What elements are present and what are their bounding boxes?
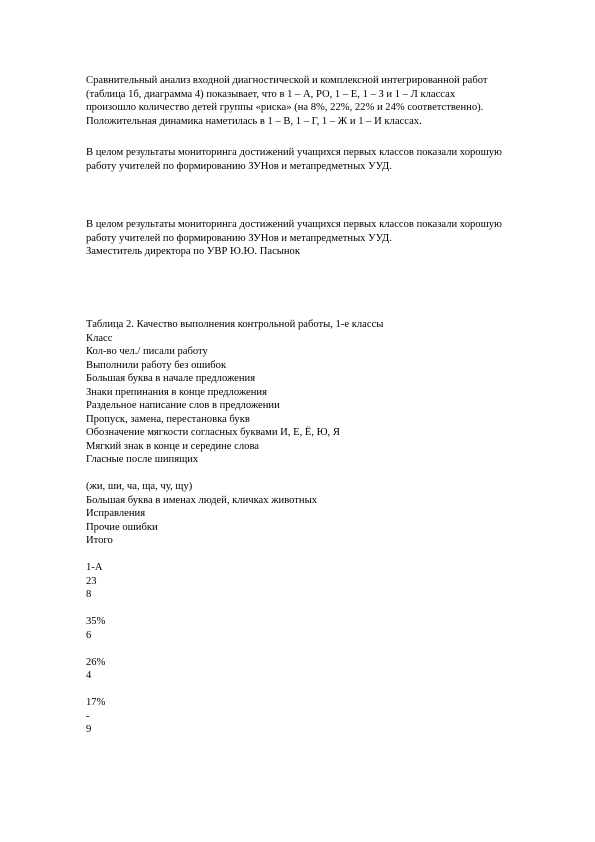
analysis-paragraph <box>86 74 566 128</box>
table-value-cell: 4 <box>86 670 92 681</box>
text-line: работу учителей по формированию ЗУНов и метапредметных УУД. <box>86 160 392 172</box>
text-line: произошло количество детей группы «риска» (на 8%, 22%, 22% и 24% соответственно). <box>86 102 484 113</box>
table-header-cell: Обозначение мягкости согласных буквами И, Е, Ё, Ю, Я <box>86 427 340 438</box>
table-header-cell: Класс <box>86 332 113 344</box>
table-2 <box>86 318 566 737</box>
table-value-cell: 23 <box>86 575 97 587</box>
table-value-cell: 26% <box>86 656 106 668</box>
table-value-cell: - <box>86 710 90 722</box>
text-line: В целом результаты мониторинга достижений учащихся первых классов показали хорошую <box>86 147 502 158</box>
table-header-cell: Итого <box>86 535 113 546</box>
table-value-cell: 6 <box>86 629 92 641</box>
blank-line <box>86 548 566 562</box>
table-value-cell: 35% <box>86 616 106 627</box>
text-line: Положительная динамика наметилась в 1 – В, 1 – Г, 1 – Ж и 1 – И классах. <box>86 115 422 127</box>
table-header-cell: Мягкий знак в конце и середине слова <box>86 440 260 452</box>
table-header-cell: Выполнили работу без ошибок <box>86 359 227 371</box>
table-header-cell: Кол-во чел./ писали работу <box>86 346 208 357</box>
table-value-cell: 1-А <box>86 562 103 573</box>
table-header-cell: Исправления <box>86 508 146 519</box>
table-value-cell: 8 <box>86 589 92 600</box>
table-header-cell: Знаки препинания в конце предложения <box>86 386 267 398</box>
table-header-cell: Гласные после шипящих <box>86 454 199 465</box>
blank-line <box>86 467 566 481</box>
text-line: (таблица 1б, диаграмма 4) показывает, что в 1 – А, РО, 1 – Е, 1 – З и 1 – Л классах <box>86 88 456 100</box>
table-header-cell: Пропуск, замена, перестановка букв <box>86 413 250 425</box>
signature-line: Заместитель директора по УВР Ю.Ю. Пасынок <box>86 246 301 257</box>
blank-line <box>86 642 566 656</box>
conclusion-paragraph-2 <box>86 218 566 259</box>
table-caption: Таблица 2. Качество выполнения контрольной работы, 1-е классы <box>86 319 384 330</box>
text-line: Сравнительный анализ входной диагностической и комплексной интегрированной работ <box>86 75 488 86</box>
table-header-cell: Большая буква в именах людей, кличках животных <box>86 494 317 506</box>
table-header-cell: Большая буква в начале предложения <box>86 373 256 384</box>
blank-line <box>86 602 566 616</box>
table-header-cell: Раздельное написание слов в предложении <box>86 400 280 411</box>
text-line: работу учителей по формированию ЗУНов и метапредметных УУД. <box>86 232 392 244</box>
text-line: В целом результаты мониторинга достижений учащихся первых классов показали хорошую <box>86 219 502 230</box>
table-value-cell: 17% <box>86 697 106 708</box>
table-value-cell: 9 <box>86 724 92 735</box>
table-header-cell: Прочие ошибки <box>86 521 158 533</box>
blank-line <box>86 683 566 697</box>
conclusion-paragraph-1 <box>86 146 566 173</box>
table-header-cell: (жи, ши, ча, ща, чу, щу) <box>86 481 193 492</box>
